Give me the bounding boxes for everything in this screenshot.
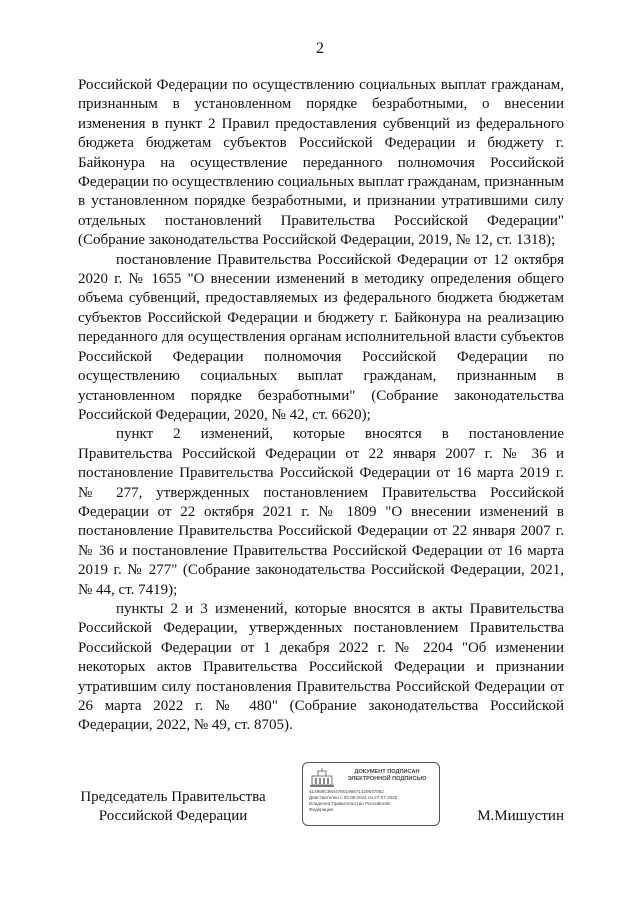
electronic-signature-stamp — [302, 762, 440, 826]
signer-name: М.Мишустин — [477, 808, 564, 824]
paragraph-1: Российской Федерации по осуществлению социальных выплат гражданам, признанным в установленном порядке безработными, о внесении изменения в пункт 2 Правил предоставления субвенций из федерального бюджета бюджетам субъектов Российской Федерации и бюджету г. Байконура на осуществление переданного полномочия Российской Федерации по осуществлению социальных выплат гражданам, признанным в установленном порядке безработными, и признании утратившими силу отдельных постановлений Правительства Российской Федерации" (Собрание законодательства Российской Федерации, 2019, № 12, ст. 1318); — [78, 77, 564, 249]
signer-title-line-2: Российской Федерации — [98, 808, 248, 824]
stamp-header — [337, 769, 437, 783]
document-body — [78, 76, 564, 736]
page-number: 2 — [316, 40, 324, 57]
signature-block — [0, 769, 640, 844]
paragraph-2: постановление Правительства Российской Федерации от 12 октября 2020 г. № 1655 "О внесении изменений в методику определения общего объема субвенций, предоставляемых из федерального бюджета бюджетам субъектов Российской Федерации и бюджету г. Байконура на реализацию переданного для осуществления органам исполнительной власти субъектов Российской Федерации полномочия Российской Федерации по осуществлению социальных выплат гражданам, признанным в установленном порядке безработными" (Собрание законодательства Российской Федерации, 2020, № 42, ст. 6620); — [78, 251, 564, 423]
stamp-certificate: 414968C9844780196671429837082 — [309, 789, 384, 794]
signer-title — [78, 788, 268, 826]
stamp-header-line-2: ЭЛЕКТРОННОЙ ПОДПИСЬЮ — [347, 776, 427, 782]
stamp-owner-line-2: Федерации — [309, 807, 334, 812]
stamp-validity: Действителен с 03.05.2024 по 27.07.2025 — [309, 795, 398, 800]
stamp-owner-line-1: Владелец Правительство Российской — [309, 801, 390, 806]
paragraph-4: пункты 2 и 3 изменений, которые вносятся в акты Правительства Российской Федерации, утвержденных постановлением Правительства Российской Федерации от 1 декабря 2022 г. № 2204 "Об изменении некоторых актов Правительства Российской Федерации и признании утратившим силу постановления Правительства Российской Федерации от 26 марта 2022 г. № 480" (Собрание законодательства Российской Федерации, 2022, № 49, ст. 8705). — [78, 600, 564, 734]
paragraph-3: пункт 2 изменений, которые вносятся в постановление Правительства Российской Федерации от 22 января 2007 г. № 36 и постановление Правительства Российской Федерации от 16 марта 2019 г. № 277, утвержденных постановлением Правительства Российской Федерации от 22 октября 2021 г. № 1809 "О внесении изменений в постановление Правительства Российской Федерации от 22 января 2007 г. № 36 и постановление Правительства Российской Федерации от 16 марта 2019 г. № 277" (Собрание законодательства Российской Федерации, 2021, № 44, ст. 7419); — [78, 426, 564, 598]
signer-title-line-1: Председатель Правительства — [80, 789, 266, 805]
stamp-header-line-1: ДОКУМЕНТ ПОДПИСАН — [354, 769, 420, 775]
government-building-icon — [309, 768, 335, 788]
stamp-details — [309, 789, 435, 813]
